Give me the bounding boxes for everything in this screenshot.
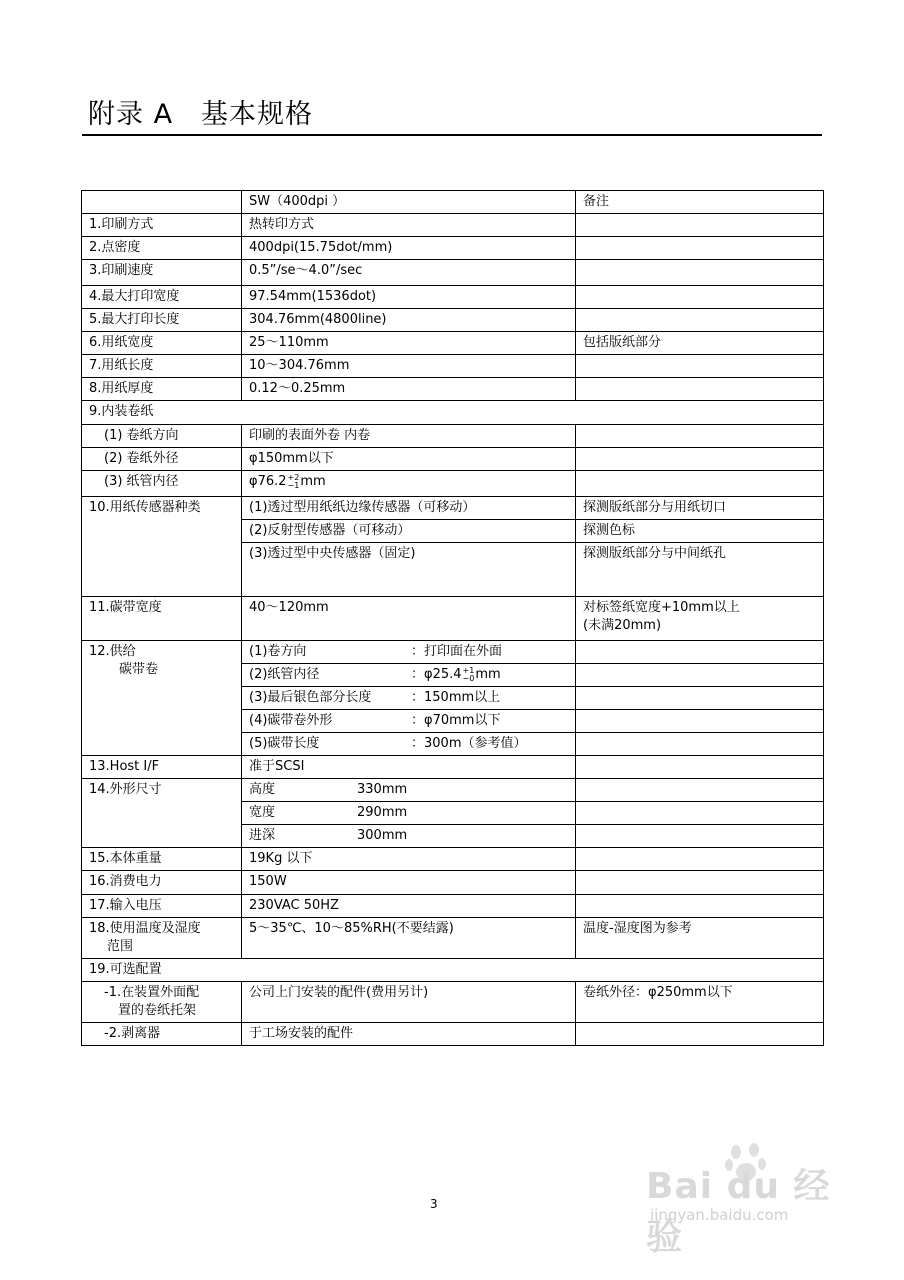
spec-table [81, 190, 824, 1046]
row-remark [576, 425, 824, 448]
row-value [242, 664, 576, 687]
row-remark [576, 825, 824, 848]
table-row [82, 497, 824, 520]
row-remark [576, 779, 824, 802]
table-row [82, 982, 824, 1023]
row-remark [576, 895, 824, 918]
row-value: 304.76mm(4800line) [242, 309, 576, 332]
row-label: 13.Host I/F [82, 756, 242, 779]
row-value: (1)透过型用纸纸边缘传感器（可移动） [242, 497, 576, 520]
label-line: 范围 [107, 939, 134, 954]
label-line: 置的卷纸托架 [118, 1003, 197, 1018]
row-label: 6.用纸宽度 [82, 332, 242, 355]
row-label: 16.消费电力 [82, 871, 242, 895]
table-row [82, 448, 824, 471]
header-cell-sw: SW（400dpi ） [242, 191, 576, 214]
row-value: 5～35℃、10～85%RH(不要结露) [242, 918, 576, 959]
row-value: 19Kg 以下 [242, 848, 576, 871]
page-title: 附录 A 基本规格 [88, 99, 314, 130]
row-value [242, 641, 576, 664]
row-remark [576, 597, 824, 641]
row-value: (3)透过型中央传感器（固定) [242, 543, 576, 597]
table-row-section [82, 959, 824, 982]
table-row [82, 918, 824, 959]
table-row [82, 641, 824, 664]
row-remark [576, 710, 824, 733]
row-value: 400dpi(15.75dot/mm) [242, 237, 576, 260]
row-value: 97.54mm(1536dot) [242, 286, 576, 309]
row-remark: 包括版纸部分 [576, 332, 824, 355]
row-value: φ150mm以下 [242, 448, 576, 471]
row-label-ribbon-supply [82, 641, 242, 756]
kv-value-text: ：φ25.4 [411, 667, 462, 682]
table-row [82, 260, 824, 286]
table-row [82, 355, 824, 378]
row-value: (2)反射型传感器（可移动） [242, 520, 576, 543]
row-remark [576, 448, 824, 471]
row-label: 2.点密度 [82, 237, 242, 260]
label-line: -1.在装置外面配 [104, 985, 200, 1000]
row-remark [576, 471, 824, 497]
row-remark: 温度-湿度图为参考 [576, 918, 824, 959]
row-remark [576, 733, 824, 756]
value-unit: mm [300, 474, 326, 489]
row-remark [576, 355, 824, 378]
baidu-watermark [640, 1140, 840, 1258]
table-row [82, 237, 824, 260]
title-rule [82, 134, 822, 136]
row-remark [576, 309, 824, 332]
row-label: 1.印刷方式 [82, 214, 242, 237]
table-row [82, 471, 824, 497]
row-label: 7.用纸长度 [82, 355, 242, 378]
row-label-option [82, 982, 242, 1023]
row-remark: 卷纸外径：φ250mm以下 [576, 982, 824, 1023]
table-row [82, 779, 824, 802]
row-value: 0.12～0.25mm [242, 378, 576, 401]
row-value [242, 687, 576, 710]
dim-value: 330mm [357, 782, 408, 797]
table-row [82, 332, 824, 355]
row-remark [576, 378, 824, 401]
kv-value [411, 666, 501, 684]
tolerance-minus: −1 [287, 480, 300, 490]
kv-key: (1)卷方向 [249, 644, 307, 659]
row-label: 15.本体重量 [82, 848, 242, 871]
row-remark [576, 756, 824, 779]
section-label-options: 19.可选配置 [82, 959, 824, 982]
row-label: 8.用纸厚度 [82, 378, 242, 401]
row-label-option: -2.剥离器 [82, 1023, 242, 1046]
table-row [82, 425, 824, 448]
kv-value: ：150mm以上 [411, 690, 501, 705]
remark-line: 对标签纸宽度+10mm以上 [583, 600, 740, 615]
table-row [82, 309, 824, 332]
watermark-logo: Bai du 经验 [646, 1166, 831, 1258]
table-row [82, 214, 824, 237]
row-value: 40～120mm [242, 597, 576, 641]
row-value: 公司上门安装的配件(费用另计) [242, 982, 576, 1023]
tolerance-plus: +2 [287, 472, 300, 482]
row-remark: 探测版纸部分与用纸切口 [576, 497, 824, 520]
row-value: 150W [242, 871, 576, 895]
header-cell-remarks: 备注 [576, 191, 824, 214]
row-label-env [82, 918, 242, 959]
row-value [242, 733, 576, 756]
label-line: 碳带卷 [119, 662, 159, 677]
row-remark: 探测版纸部分与中间纸孔 [576, 543, 824, 597]
dim-key: 宽度 [249, 805, 276, 820]
table-row [82, 286, 824, 309]
dim-key: 进深 [249, 828, 276, 843]
row-label: 5.最大打印长度 [82, 309, 242, 332]
label-line: 12.供给 [89, 644, 136, 659]
kv-value: ：打印面在外面 [411, 644, 503, 659]
table-row [82, 871, 824, 895]
row-remark [576, 214, 824, 237]
row-value: 10～304.76mm [242, 355, 576, 378]
row-label: (1) 卷纸方向 [82, 425, 242, 448]
kv-value: ：300m（参考值） [411, 736, 527, 751]
row-label-sensor: 10.用纸传感器种类 [82, 497, 242, 597]
row-value: 准于SCSI [242, 756, 576, 779]
dim-value: 290mm [357, 805, 408, 820]
row-remark [576, 871, 824, 895]
row-value: 25～110mm [242, 332, 576, 355]
dim-value: 300mm [357, 828, 408, 843]
table-row [82, 378, 824, 401]
kv-key: (4)碳带卷外形 [249, 713, 333, 728]
row-label: 11.碳带宽度 [82, 597, 242, 641]
row-remark [576, 641, 824, 664]
row-remark: 探测色标 [576, 520, 824, 543]
tolerance-minus: −0 [462, 673, 475, 683]
value-unit: mm [475, 667, 501, 682]
dim-key: 高度 [249, 782, 276, 797]
row-label: (2) 卷纸外径 [82, 448, 242, 471]
row-remark [576, 687, 824, 710]
row-label: 17.输入电压 [82, 895, 242, 918]
row-label: 3.印刷速度 [82, 260, 242, 286]
row-value: 230VAC 50HZ [242, 895, 576, 918]
row-value: 印刷的表面外卷 内卷 [242, 425, 576, 448]
kv-key: (5)碳带长度 [249, 736, 320, 751]
table-header-row [82, 191, 824, 214]
kv-key: (3)最后银色部分长度 [249, 690, 372, 705]
header-cell-item [82, 191, 242, 214]
row-remark [576, 802, 824, 825]
row-label: (3) 纸管内径 [82, 471, 242, 497]
value-text: φ76.2 [249, 474, 287, 489]
row-value: 0.5”/se～4.0”/sec [242, 260, 576, 286]
table-row [82, 597, 824, 641]
row-remark [576, 237, 824, 260]
row-value: 热转印方式 [242, 214, 576, 237]
watermark-url: jingyan.baidu.com [650, 1206, 789, 1224]
kv-value: ：φ70mm以下 [411, 713, 501, 728]
page-number: 3 [430, 1197, 438, 1211]
row-value: 于工场安装的配件 [242, 1023, 576, 1046]
label-line: 18.使用温度及湿度 [89, 921, 201, 936]
table-row [82, 848, 824, 871]
tolerance-plus: +1 [462, 665, 475, 675]
row-label-dimensions: 14.外形尺寸 [82, 779, 242, 848]
row-value [242, 802, 576, 825]
table-row-section [82, 401, 824, 425]
row-remark [576, 664, 824, 687]
table-row [82, 756, 824, 779]
row-label: 4.最大打印宽度 [82, 286, 242, 309]
remark-line: (未满20mm) [583, 618, 662, 633]
kv-key: (2)纸管内径 [249, 667, 320, 682]
table-row [82, 1023, 824, 1046]
row-value [242, 779, 576, 802]
row-remark [576, 260, 824, 286]
row-remark [576, 1023, 824, 1046]
row-value [242, 710, 576, 733]
row-remark [576, 848, 824, 871]
table-row [82, 895, 824, 918]
row-remark [576, 286, 824, 309]
row-value [242, 471, 576, 497]
section-label-paper-roll: 9.内装卷纸 [82, 401, 824, 425]
row-value [242, 825, 576, 848]
